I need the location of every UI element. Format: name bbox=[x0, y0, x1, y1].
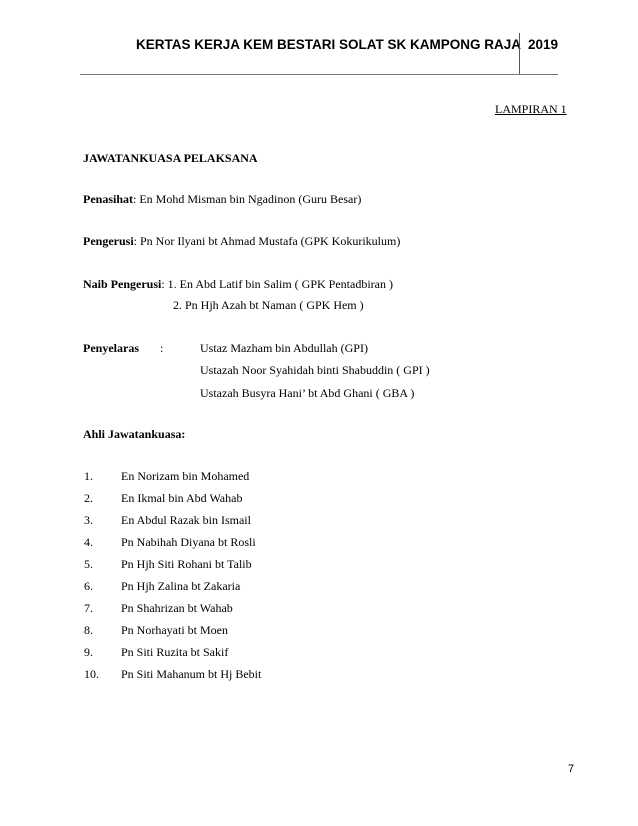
member-name: Pn Hjh Siti Rohani bt Talib bbox=[121, 557, 252, 571]
penyelaras-label: Penyelaras bbox=[83, 341, 139, 355]
member-number: 4. bbox=[84, 535, 93, 549]
penasihat-label: Penasihat bbox=[83, 192, 134, 206]
member-name: Pn Siti Mahanum bt Hj Bebit bbox=[121, 667, 262, 681]
penasihat-line bbox=[83, 192, 361, 207]
member-number: 1. bbox=[84, 469, 93, 483]
member-name: Pn Shahrizan bt Wahab bbox=[121, 601, 233, 615]
header-year: 2019 bbox=[528, 37, 559, 52]
naib-pengerusi-line bbox=[83, 277, 393, 292]
ahli-label: Ahli Jawatankuasa: bbox=[83, 427, 186, 441]
penasihat-value: : En Mohd Misman bin Ngadinon (Guru Besar) bbox=[133, 192, 362, 206]
member-number: 10. bbox=[84, 667, 99, 681]
member-number: 7. bbox=[84, 601, 93, 615]
member-number: 3. bbox=[84, 513, 93, 527]
naib-pengerusi-value-2: 2. Pn Hjh Azah bt Naman ( GPK Hem ) bbox=[173, 298, 364, 312]
member-name: Pn Siti Ruzita bt Sakif bbox=[121, 645, 229, 659]
member-name: En Abdul Razak bin Ismail bbox=[121, 513, 251, 527]
penyelaras-name-3: Ustazah Busyra Hani’ bt Abd Ghani ( GBA ) bbox=[200, 386, 415, 400]
member-name: En Ikmal bin Abd Wahab bbox=[121, 491, 243, 505]
member-number: 9. bbox=[84, 645, 93, 659]
lampiran-label: LAMPIRAN 1 bbox=[495, 102, 567, 116]
header-divider bbox=[519, 33, 520, 75]
section-title: JAWATANKUASA PELAKSANA bbox=[83, 151, 258, 165]
pengerusi-value: : Pn Nor Ilyani bt Ahmad Mustafa (GPK Kokurikulum) bbox=[133, 234, 401, 248]
penyelaras-colon: : bbox=[160, 341, 164, 355]
member-name: En Norizam bin Mohamed bbox=[121, 469, 250, 483]
member-name: Pn Nabihah Diyana bt Rosli bbox=[121, 535, 256, 549]
penyelaras-name-2: Ustazah Noor Syahidah binti Shabuddin ( GPI ) bbox=[200, 363, 430, 377]
header-rule bbox=[80, 74, 558, 75]
member-name: Pn Hjh Zalina bt Zakaria bbox=[121, 579, 241, 593]
page-number: 7 bbox=[568, 763, 575, 775]
member-number: 2. bbox=[84, 491, 93, 505]
member-number: 5. bbox=[84, 557, 93, 571]
header-title: KERTAS KERJA KEM BESTARI SOLAT SK KAMPONG RAJA bbox=[136, 37, 522, 52]
pengerusi-label: Pengerusi bbox=[83, 234, 134, 248]
penyelaras-name-1: Ustaz Mazham bin Abdullah (GPI) bbox=[200, 341, 368, 355]
pengerusi-line bbox=[83, 234, 400, 249]
member-number: 8. bbox=[84, 623, 93, 637]
member-name: Pn Norhayati bt Moen bbox=[121, 623, 228, 637]
naib-pengerusi-value-1: : 1. En Abd Latif bin Salim ( GPK Pentadbiran ) bbox=[161, 277, 393, 291]
member-number: 6. bbox=[84, 579, 93, 593]
naib-pengerusi-label: Naib Pengerusi bbox=[83, 277, 162, 291]
